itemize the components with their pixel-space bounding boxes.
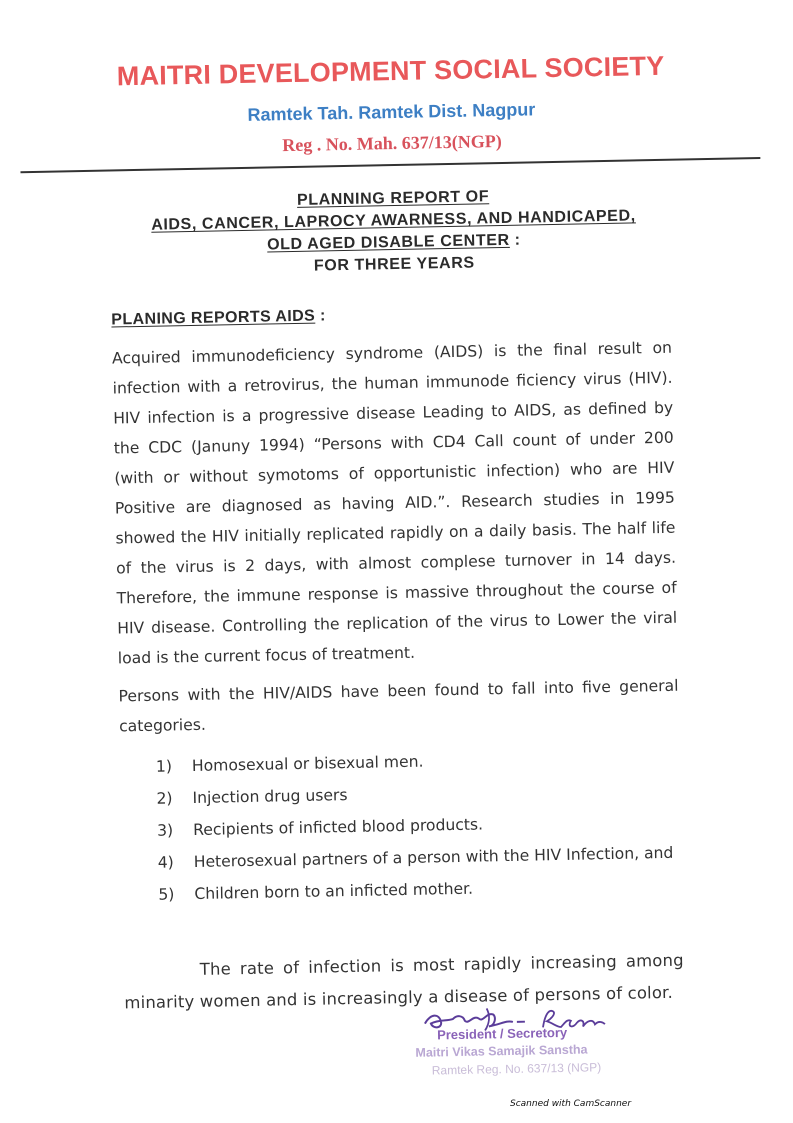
list-item-text: Heterosexual partners of a person with the HIV Infection, and (193, 843, 674, 872)
org-name: MAITRI DEVELOPMENT SOCIAL SOCIETY (116, 50, 665, 92)
list-item-text: Injection drug users (192, 786, 348, 808)
title-line-3-suffix: : (509, 231, 521, 249)
title-line-1: PLANNING REPORT OF (296, 188, 490, 209)
title-line-3: OLD AGED DISABLE CENTER (266, 231, 510, 254)
header-divider (20, 157, 760, 173)
categories-list (156, 740, 699, 910)
list-item-number: 1) (155, 757, 173, 776)
list-item-number: 5) (158, 885, 175, 904)
scanner-watermark: Scanned with CamScanner (510, 1099, 632, 1109)
org-address: Ramtek Tah. Ramtek Dist. Nagpur (247, 99, 536, 125)
stamp-organization: Maitri Vikas Samajik Sanstha (415, 1042, 588, 1060)
section-heading (111, 307, 326, 329)
list-item-text: Recipients of inficted blood products. (192, 815, 484, 840)
list-item-number: 3) (156, 821, 174, 840)
report-title (53, 182, 735, 283)
signature-stamp (408, 995, 670, 1090)
list-item-text: Children born to an inficted mother. (194, 879, 474, 904)
list-item-number: 2) (156, 789, 173, 808)
section-heading-text: PLANING REPORTS AIDS (111, 307, 316, 329)
title-line-4: FOR THREE YEARS (313, 254, 475, 275)
title-line-2: AIDS, CANCER, LAPROCY AWARNESS, AND HANDICAPED, (151, 207, 636, 234)
list-item-text: Homosexual or bisexual men. (191, 752, 424, 776)
org-registration: Reg . No. Mah. 637/13(NGP) (282, 130, 502, 156)
stamp-registration: Ramtek Reg. No. 637/13 (NGP) (431, 1060, 602, 1078)
section-heading-suffix: : (315, 307, 326, 325)
paragraph-categories-intro: Persons with the HIV/AIDS have been found to fall into five general categories. (118, 676, 679, 736)
paragraph-aids-definition: Acquired immunodeficiency syndrome (AIDS) is the final result on infection with a retrovirus, the human immunode ficiency virus (HIV). HIV infection is a progressive disease Leading to AIDS, as defined by the CDC (Januny 1994) “Persons with CD4 Call count of under 200 (with or without symotoms of opportunistic infection) who are HIV Positive are diagnosed as having AID.”. Research studies in 1995 showed the HIV initially replicated rapidly on a daily basis. The half life of the virus is 2 days, with almost complese turnover in 14 days. Therefore, the immune response is massive throughout the course of HIV disease. Controlling the replication of the virus to Lower the viral load is the current focus of treatment. (111, 338, 678, 668)
list-item-number: 4) (157, 853, 174, 872)
stamp-title: President / Secretory (436, 1024, 568, 1043)
paragraph-infection-rate: The rate of infection is most rapidly increasing among minarity women and is increasingly a disease of persons of color. (124, 950, 684, 1013)
